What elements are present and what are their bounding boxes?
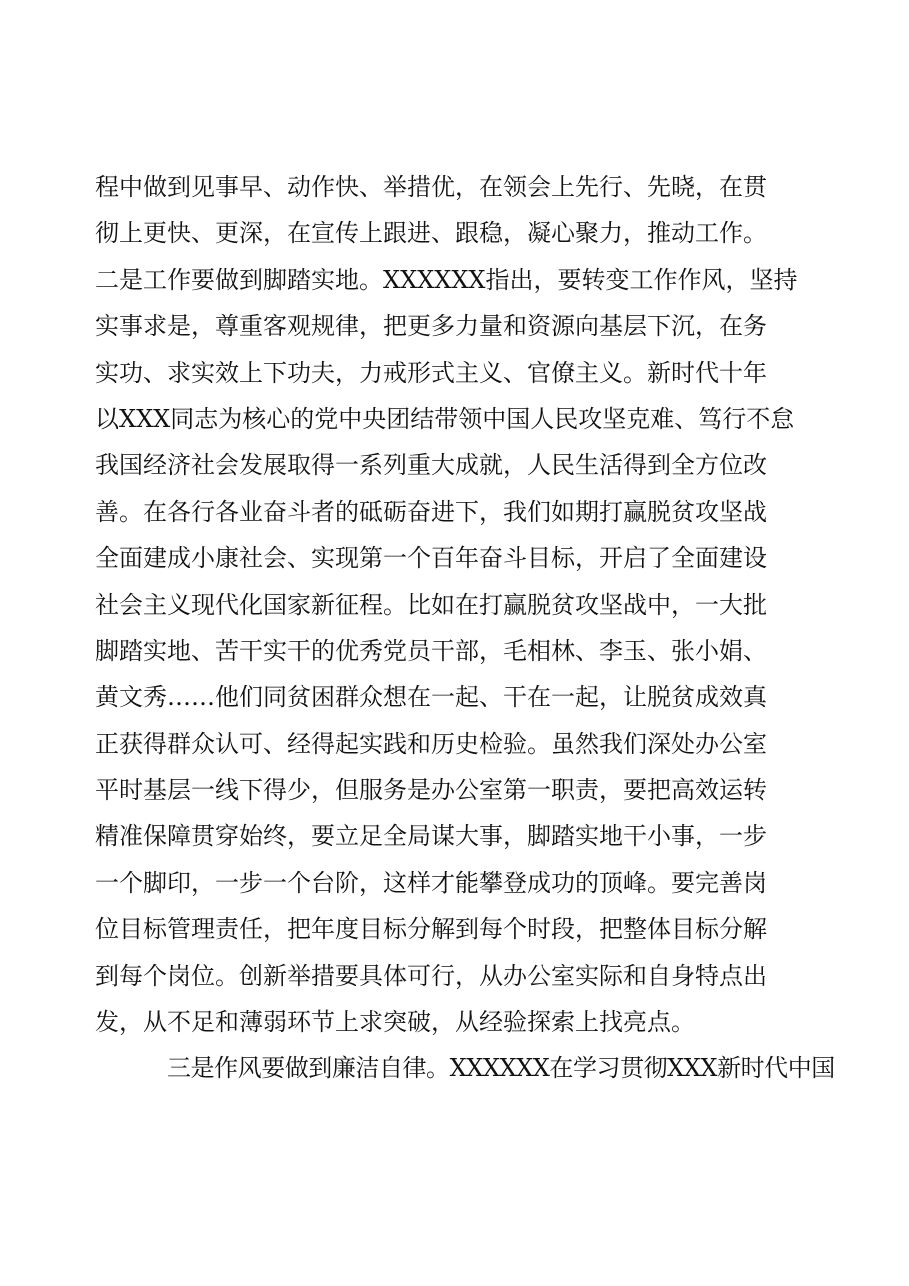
text-line: 黄文秀……他们同贫困群众想在一起、干在一起，让脱贫成效真 [95,683,767,712]
text-line: 实功、求实效上下功夫，力戒形式主义、官僚主义。新时代十年 [95,358,767,387]
text-line: 正获得群众认可、经得起实践和历史检验。虽然我们深处办公室 [95,729,767,758]
text-line: 脚踏实地、苦干实干的优秀党员干部，毛相林、李玉、张小娟、 [95,636,767,665]
text-line: 平时基层一线下得少，但服务是办公室第一职责，要把高效运转 [95,776,767,805]
text-line: 精准保障贯穿始终，要立足全局谋大事，脚踏实地干小事，一步 [95,822,767,851]
text-line: 实事求是，尊重客观规律，把更多力量和资源向基层下沉，在务 [95,312,767,341]
text-line: 程中做到见事早、动作快、举措优，在领会上先行、先晓，在贯 [95,173,767,201]
text-line: 二是工作要做到脚踏实地。XXXXXX指出，要转变工作作风，坚持 [95,265,798,294]
text-line: 全面建成小康社会、实现第一个百年奋斗目标，开启了全面建设 [95,544,767,573]
text-line: 善。在各行各业奋斗者的砥砺奋进下，我们如期打赢脱贫攻坚战 [95,497,767,526]
text-line: 我国经济社会发展取得一系列重大成就，人民生活得到全方位改 [95,451,767,480]
text-line: 彻上更快、更深，在宣传上跟进、跟稳，凝心聚力，推动工作。 [95,219,767,248]
text-line: 到每个岗位。创新举措要具体可行，从办公室实际和自身特点出 [95,961,767,990]
text-line: 发，从不足和薄弱环节上求突破，从经验探索上找亮点。 [95,1008,695,1037]
text-line: 社会主义现代化国家新征程。比如在打赢脱贫攻坚战中，一大批 [95,590,767,619]
body-text [95,164,835,1092]
text-line: 以XXX同志为核心的党中央团结带领中国人民攻坚克难、笃行不怠 [95,404,795,433]
text-line: 位目标管理责任，把年度目标分解到每个时段，把整体目标分解 [95,915,767,944]
text-line: 一个脚印，一步一个台阶，这样才能攀登成功的顶峰。要完善岗 [95,868,767,897]
paragraph-start-line: 三是作风要做到廉洁自律。XXXXXX在学习贯彻XXX新时代中国 [167,1054,835,1083]
